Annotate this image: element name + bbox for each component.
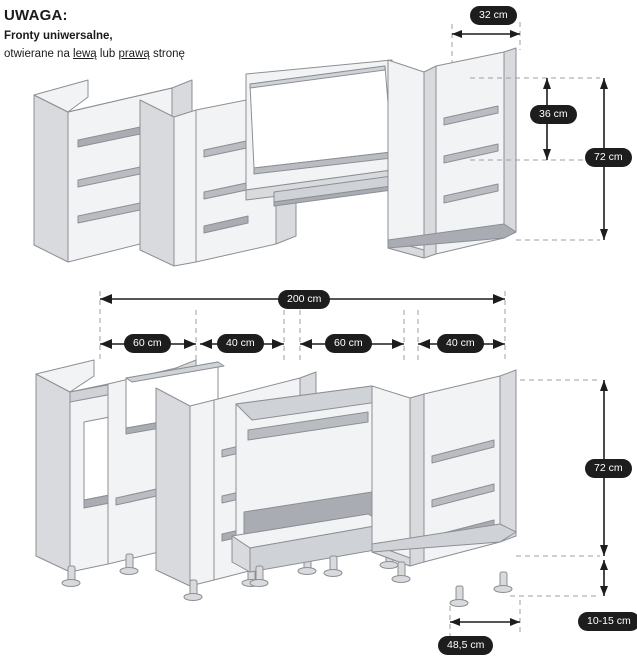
note-line-2-pre: otwierane na: [4, 47, 74, 60]
dim-module-w2: 40 cm: [217, 334, 264, 353]
dim-total-width: 200 cm: [278, 290, 330, 309]
dim-upper-depth: 32 cm: [470, 6, 517, 25]
upper-center-cabinet: [246, 60, 392, 206]
dim-upper-height: 72 cm: [585, 148, 632, 167]
note-title: UWAGA:: [4, 7, 68, 24]
dim-lower-height: 72 cm: [585, 459, 632, 478]
dim-module-w1: 60 cm: [124, 334, 171, 353]
dim-lower-depth: 48,5 cm: [438, 636, 493, 655]
note-left-word: lewą: [73, 47, 97, 60]
leg-group-right: [392, 562, 512, 607]
dim-upper-short-height: 36 cm: [530, 105, 577, 124]
note-right-word: prawą: [118, 47, 150, 60]
upper-right-cabinet: [388, 48, 516, 258]
dim-module-w3: 60 cm: [325, 334, 372, 353]
dim-legs-height: 10-15 cm: [578, 612, 637, 631]
dim-module-w4: 40 cm: [437, 334, 484, 353]
note-line-2-post: stronę: [149, 47, 185, 60]
lower-right-cabinet: [372, 370, 516, 607]
note-line-1: Fronty uniwersalne,: [4, 30, 113, 43]
note-line-2-mid: lub: [96, 47, 119, 60]
